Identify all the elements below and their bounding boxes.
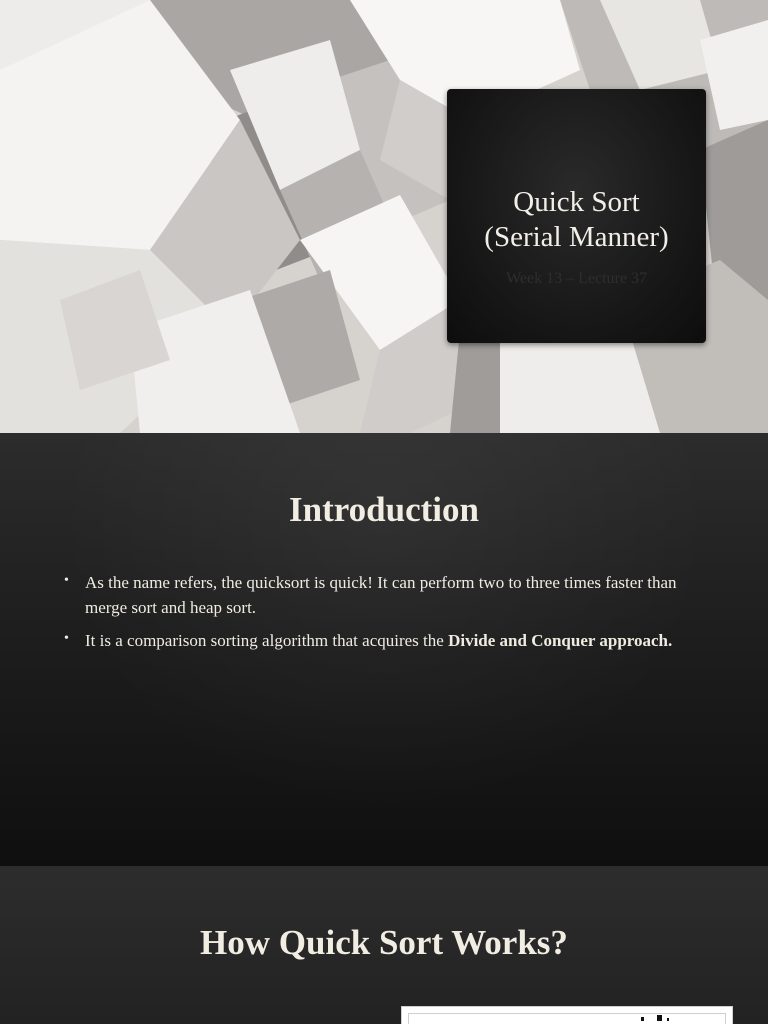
title-slide	[0, 0, 768, 433]
slide-title-line2: (Serial Manner)	[484, 221, 669, 253]
introduction-slide	[0, 433, 768, 866]
bullet-item	[64, 570, 704, 620]
intro-bullet-list	[64, 570, 704, 661]
bullet-bold-text: Divide and Conquer approach.	[448, 631, 673, 650]
bullet-item	[64, 628, 704, 653]
bullet-text: As the name refers, the quicksort is quick! It can perform two to three times faster than merge sort and heap sort.	[85, 573, 677, 617]
diagram-mark	[667, 1018, 669, 1021]
diagram-mark	[657, 1015, 662, 1021]
title-card	[447, 89, 706, 343]
diagram-mark	[641, 1017, 644, 1021]
how-it-works-slide	[0, 866, 768, 1024]
diagram-image	[401, 1006, 733, 1024]
diagram-inner-frame	[408, 1013, 726, 1024]
how-heading: How Quick Sort Works?	[200, 923, 568, 962]
bullet-text: It is a comparison sorting algorithm that acquires the	[85, 631, 449, 650]
bullet-marker: •	[64, 573, 69, 588]
slide-subtitle: Week 13 – Lecture 37	[506, 270, 647, 287]
bullet-marker: •	[64, 631, 69, 646]
slide-title-line1: Quick Sort	[513, 186, 640, 218]
intro-heading: Introduction	[289, 490, 479, 529]
